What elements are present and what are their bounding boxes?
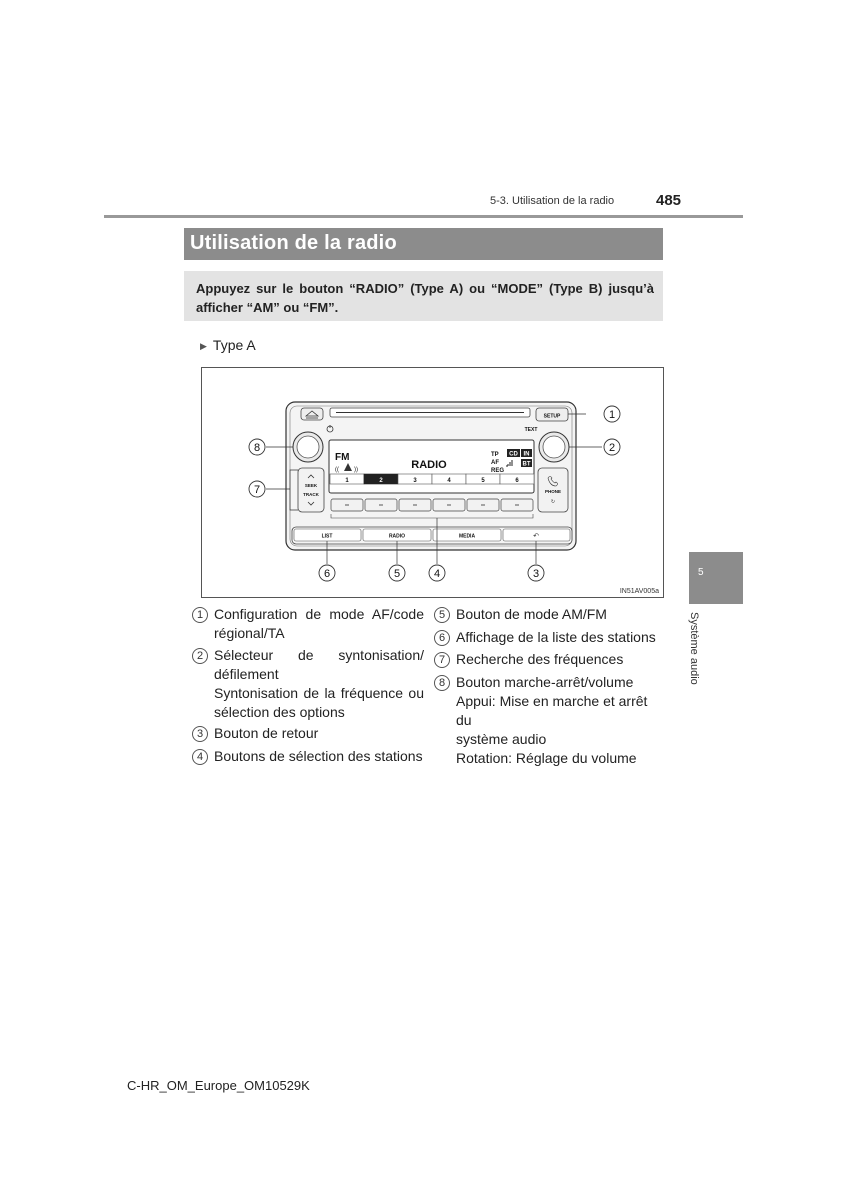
footer-code: C-HR_OM_Europe_OM10529K — [127, 1078, 310, 1093]
svg-text:5: 5 — [481, 478, 485, 484]
page-number: 485 — [656, 192, 682, 209]
instruction-text: Appuyez sur le bouton “RADIO” (Type A) ou “MODE” (Type B) jusqu’à afficher “AM” ou “FM”. — [196, 281, 654, 315]
svg-text:2: 2 — [608, 442, 616, 454]
svg-text:4: 4 — [433, 568, 441, 580]
svg-text:MEDIA: MEDIA — [458, 533, 476, 540]
radio-illustration — [202, 368, 663, 597]
svg-text:TRACK: TRACK — [303, 492, 319, 497]
legend-number: 6 — [434, 630, 450, 646]
figure-code: IN51AV005a — [619, 588, 659, 595]
svg-text:IN: IN — [523, 451, 530, 458]
rds-icon: (( — [335, 467, 339, 473]
svg-text:6: 6 — [323, 568, 331, 580]
display-mode: RADIO — [411, 459, 447, 471]
svg-text:1: 1 — [608, 409, 616, 421]
legend-number: 8 — [434, 675, 450, 691]
svg-text:3: 3 — [532, 568, 540, 580]
instruction-box — [184, 271, 663, 321]
svg-text:7: 7 — [253, 484, 261, 496]
chapter-tab — [689, 552, 743, 604]
legend-number: 7 — [434, 652, 450, 668]
svg-text:)): )) — [354, 467, 358, 473]
svg-text:6: 6 — [515, 478, 519, 484]
display-band: FM — [335, 452, 350, 463]
svg-text:LIST: LIST — [321, 533, 333, 540]
type-label — [200, 337, 256, 353]
legend-number: 1 — [192, 607, 208, 623]
chapter-label-text: Système audio — [688, 612, 700, 685]
svg-text:CD: CD — [509, 451, 518, 458]
text-label: TEXT — [524, 427, 538, 433]
section-reference: 5-3. Utilisation de la radio — [490, 195, 615, 207]
svg-text:5: 5 — [393, 568, 401, 580]
type-label-text: Type A — [212, 337, 256, 353]
svg-text:1: 1 — [345, 478, 349, 484]
svg-text:4: 4 — [447, 478, 451, 484]
svg-text:RADIO: RADIO — [388, 533, 406, 540]
hook-icon: ↻ — [550, 499, 556, 505]
title-bar — [184, 228, 663, 260]
page-title: Utilisation de la radio — [190, 232, 397, 254]
legend-number: 2 — [192, 648, 208, 664]
header-rule — [104, 215, 743, 218]
radio-figure — [201, 367, 664, 598]
chapter-label — [688, 612, 702, 692]
chapter-number: 5 — [698, 567, 704, 578]
indicator-reg: REG — [491, 468, 505, 474]
indicator-af: AF — [491, 460, 499, 466]
back-icon: ↶ — [533, 533, 539, 540]
preset-row — [330, 474, 534, 484]
legend-number: 4 — [192, 749, 208, 765]
legend-number: 3 — [192, 726, 208, 742]
svg-text:2: 2 — [379, 478, 383, 484]
legend-number: 5 — [434, 607, 450, 623]
svg-text:3: 3 — [413, 478, 417, 484]
svg-text:PHONE: PHONE — [544, 489, 562, 494]
svg-text:BT: BT — [522, 461, 531, 468]
svg-text:8: 8 — [253, 442, 261, 454]
setup-label: SETUP — [543, 413, 561, 420]
indicator-tp: TP — [491, 452, 499, 458]
triangle-bullet-icon: ▶ — [200, 341, 207, 351]
svg-text:SEEK: SEEK — [304, 483, 318, 488]
